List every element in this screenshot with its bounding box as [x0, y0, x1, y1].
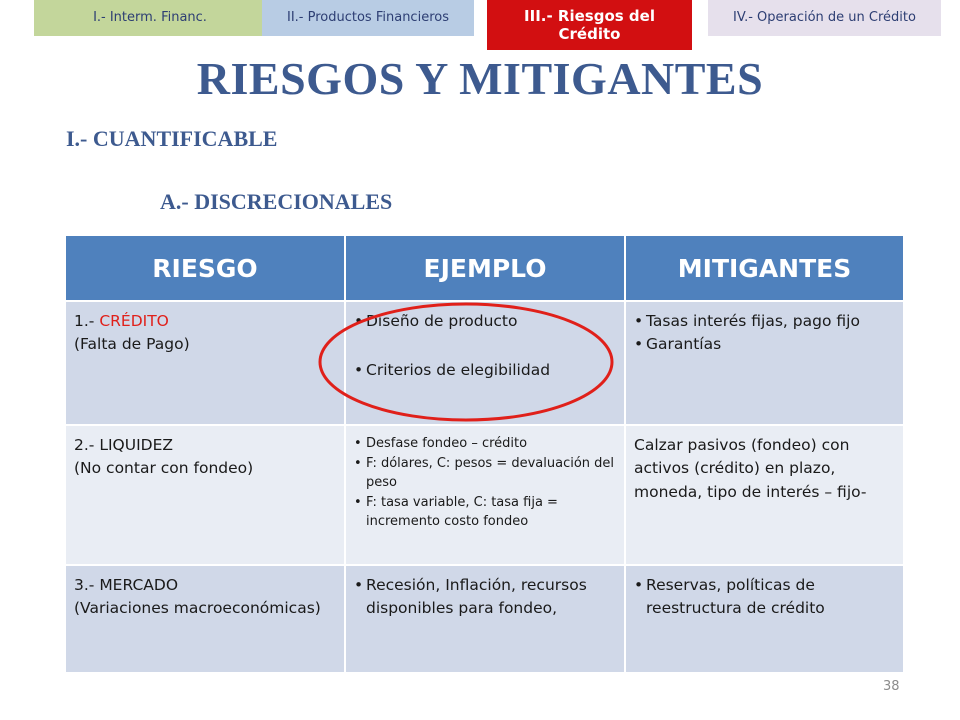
risk-detail: (Variaciones macroeconómicas)	[74, 599, 321, 618]
mitigant-list	[634, 574, 895, 621]
list-item: • Tasas interés fijas, pago fijo	[634, 310, 895, 333]
list-item: • Desfase fondeo – crédito	[354, 434, 616, 454]
header-ejemplo: EJEMPLO	[345, 235, 625, 301]
tab-productos-financieros[interactable]: II.- Productos Financieros	[262, 0, 474, 36]
list-item: • Criterios de elegibilidad	[354, 359, 616, 382]
example-cell	[345, 425, 625, 565]
mitigant-cell	[625, 301, 904, 425]
tab-riesgos-del-credito[interactable]: III.- Riesgos del Crédito	[487, 0, 692, 50]
list-item: • Reservas, políticas de reestructura de crédito	[634, 574, 895, 621]
risk-number: 2.-	[74, 436, 100, 454]
example-cell	[345, 565, 625, 673]
page-number: 38	[883, 679, 900, 694]
list-item: • F: tasa variable, C: tasa fija = incremento costo fondeo	[354, 493, 616, 532]
list-item: • Diseño de producto	[354, 310, 616, 333]
list-item: • Garantías	[634, 333, 895, 356]
risk-number: 1.-	[74, 312, 100, 330]
page-title: RIESGOS Y MITIGANTES	[196, 53, 764, 104]
example-list	[354, 574, 616, 621]
subsection-heading: A.- DISCRECIONALES	[160, 189, 393, 214]
risk-name-mercado: MERCADO	[99, 576, 179, 594]
mitigant-cell: Calzar pasivos (fondeo) con activos (crédito) en plazo, moneda, tipo de interés – fijo-	[625, 425, 904, 565]
risk-number: 3.-	[74, 576, 100, 594]
risk-detail: (No contar con fondeo)	[74, 459, 254, 478]
table-row-credito	[65, 301, 904, 425]
risk-cell	[65, 425, 345, 565]
risk-name-credito: CRÉDITO	[99, 312, 169, 330]
mitigant-cell	[625, 565, 904, 673]
table-row-liquidez	[65, 425, 904, 565]
risk-cell	[65, 565, 345, 673]
example-cell	[345, 301, 625, 425]
risk-name-liquidez: LIQUIDEZ	[99, 436, 173, 454]
mitigant-list	[634, 310, 895, 357]
list-item: • Recesión, Inflación, recursos disponibles para fondeo,	[354, 574, 616, 621]
risk-detail: (Falta de Pago)	[74, 335, 190, 354]
risk-cell	[65, 301, 345, 425]
header-mitigantes: MITIGANTES	[625, 235, 904, 301]
header-riesgo: RIESGO	[65, 235, 345, 301]
section-heading: I.- CUANTIFICABLE	[66, 126, 278, 151]
example-list	[354, 310, 616, 383]
table-header-row	[65, 235, 904, 301]
list-item: • F: dólares, C: pesos = devaluación del peso	[354, 454, 616, 493]
risk-table	[64, 234, 905, 674]
tab-interm-financ[interactable]: I.- Interm. Financ.	[34, 0, 266, 36]
example-list	[354, 434, 616, 532]
tab-operacion-credito[interactable]: IV.- Operación de un Crédito	[708, 0, 941, 36]
table-row-mercado	[65, 565, 904, 673]
